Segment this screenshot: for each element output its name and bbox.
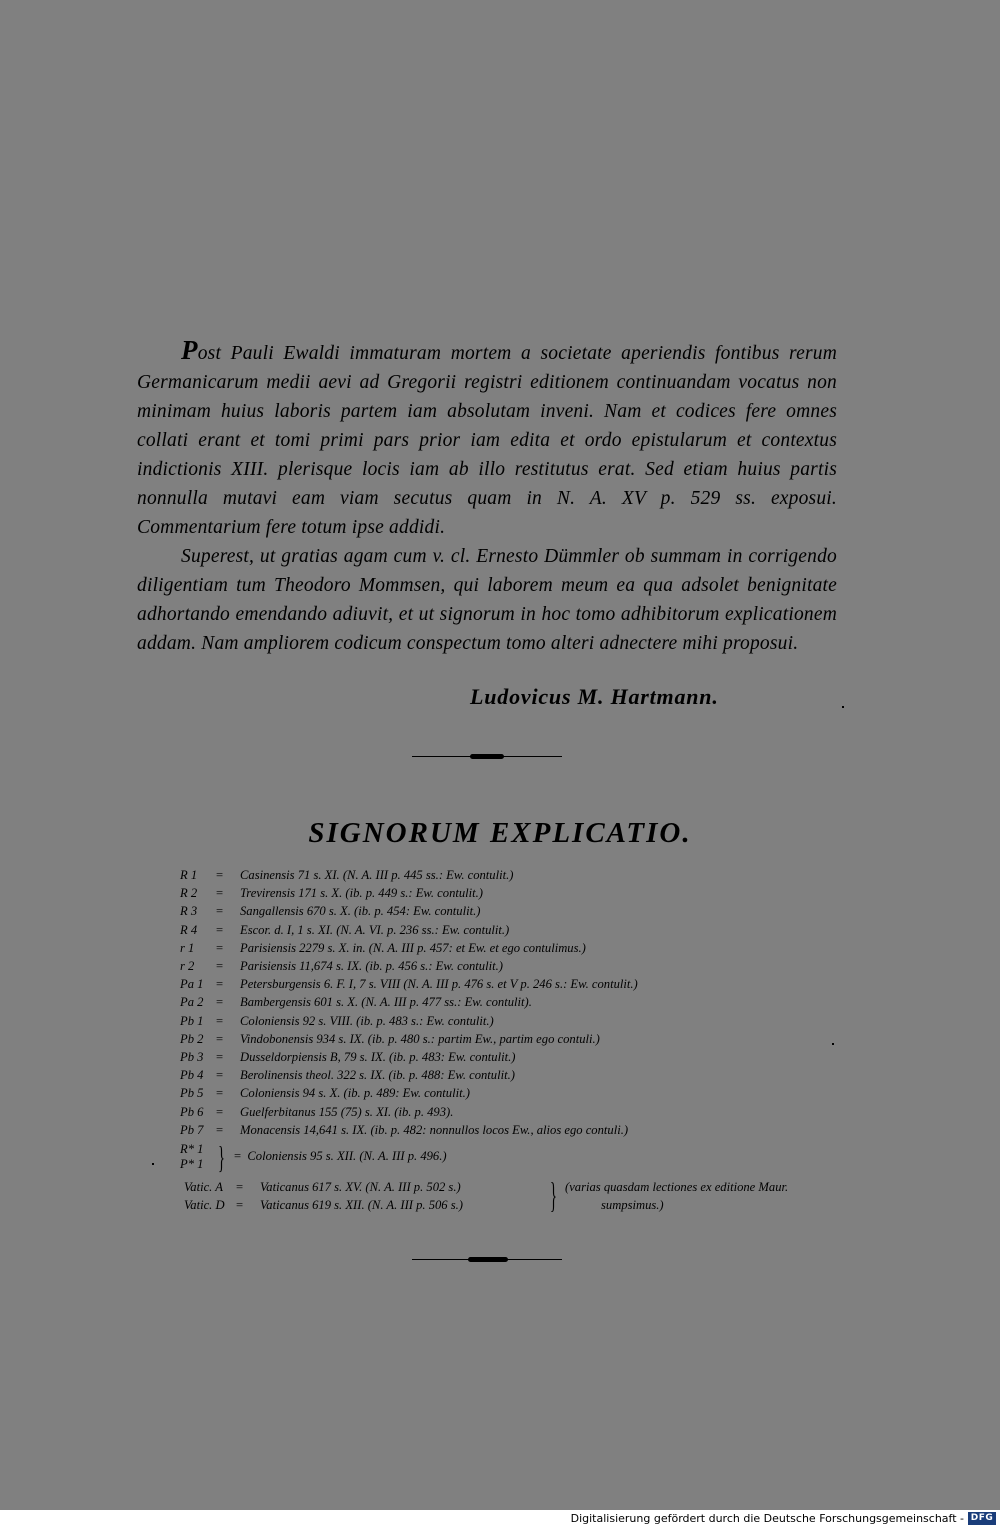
- sign-row: [180, 902, 840, 920]
- sign-equals: =: [216, 1013, 224, 1028]
- sign-description: Vaticanus 619 s. XII. (N. A. III p. 506 s.): [260, 1198, 463, 1213]
- section-title: SIGNORUM EXPLICATIO.: [308, 817, 692, 849]
- ornament-divider-top: [412, 754, 562, 760]
- sign-equals: =: [216, 1031, 224, 1046]
- sign-description: Berolinensis theol. 322 s. IX. (ib. p. 488: Ew. contulit.): [240, 1068, 515, 1083]
- sign-equals: =: [216, 1104, 224, 1119]
- sign-code: Vatic. A: [184, 1180, 223, 1195]
- sign-equals: =: [216, 940, 224, 955]
- sign-code: Pb 6: [180, 1104, 204, 1119]
- sign-row: [180, 884, 840, 902]
- sign-code: R 1: [180, 868, 198, 882]
- vatican-row: [184, 1196, 463, 1214]
- sign-description-text: Coloniensis 95 s. XII. (N. A. III p. 496.): [247, 1149, 447, 1164]
- vatican-note-line-2: sumpsimus.): [601, 1198, 664, 1213]
- sign-row: [180, 1084, 840, 1102]
- sign-equals: =: [216, 995, 224, 1010]
- sign-row: [180, 1030, 840, 1048]
- speck: [152, 1163, 154, 1165]
- sign-row: [180, 1048, 840, 1066]
- sign-description: Monacensis 14,641 s. IX. (ib. p. 482: nonnullos locos Ew., alios ego contuli.): [240, 1122, 629, 1137]
- vatican-note: [565, 1178, 845, 1214]
- sign-equals: =: [216, 886, 224, 901]
- sign-description: Petersburgensis 6. F. I, 7 s. VIII (N. A. III p. 476 s. et V p. 246 s.: Ew. contulit.): [240, 977, 638, 992]
- sign-equals: =: [216, 868, 224, 882]
- sign-row: [180, 975, 840, 993]
- sign-description: Bambergensis 601 s. X. (N. A. III p. 477 ss.: Ew. contulit).: [240, 995, 532, 1010]
- sign-code: Pb 2: [180, 1031, 204, 1046]
- sign-equals: =: [216, 1050, 224, 1065]
- footer-bar: [0, 1510, 1000, 1528]
- sign-description: Guelferbitanus 155 (75) s. XI. (ib. p. 493).: [240, 1104, 454, 1119]
- ornament-knot: [468, 1257, 508, 1262]
- speck: [832, 1043, 834, 1045]
- brace-glyph: }: [218, 1139, 225, 1176]
- sign-code: R 2: [180, 886, 198, 901]
- sign-description: Parisiensis 2279 s. X. in. (N. A. III p. 457: et Ew. et ego contulimus.): [240, 940, 586, 955]
- sign-code: r 1: [180, 940, 195, 955]
- signs-rows: [180, 866, 840, 1139]
- preface-text: [137, 336, 837, 658]
- vatican-entries: [180, 1175, 840, 1218]
- sign-code: R 4: [180, 922, 198, 937]
- sign-code: Pa 2: [180, 995, 204, 1010]
- sign-code: Pa 1: [180, 977, 204, 992]
- sign-code: Pb 7: [180, 1122, 204, 1137]
- sign-row: [180, 993, 840, 1011]
- sign-description: Dusseldorpiensis B, 79 s. IX. (ib. p. 483: Ew. contulit.): [240, 1050, 516, 1065]
- sign-description: [234, 1147, 447, 1165]
- preface-paragraph-1: [137, 336, 837, 542]
- sign-code: Pb 5: [180, 1086, 204, 1101]
- brace-glyph: }: [550, 1175, 557, 1216]
- drop-cap-initial: P: [181, 335, 198, 365]
- sign-equals: =: [216, 904, 224, 919]
- sign-equals: =: [234, 1149, 242, 1164]
- sign-code: Vatic. D: [184, 1198, 225, 1213]
- sign-code: P* 1: [180, 1157, 204, 1172]
- sign-row: [180, 1103, 840, 1121]
- signs-list: [180, 866, 840, 1218]
- vatican-row: [184, 1178, 461, 1196]
- sign-description: Sangallensis 670 s. X. (ib. p. 454: Ew. contulit.): [240, 904, 481, 919]
- sign-description: Parisiensis 11,674 s. IX. (ib. p. 456 s.: Ew. contulit.): [240, 959, 503, 974]
- sign-row: [180, 957, 840, 975]
- sign-row: [180, 939, 840, 957]
- sign-description: Coloniensis 92 s. VIII. (ib. p. 483 s.: Ew. contulit.): [240, 1013, 494, 1028]
- sign-equals: =: [236, 1180, 244, 1195]
- sign-code: Pb 1: [180, 1013, 204, 1028]
- sign-code: Pb 4: [180, 1068, 204, 1083]
- sign-row: [180, 1066, 840, 1084]
- dfg-logo: DFG: [968, 1512, 996, 1525]
- sign-equals: =: [236, 1198, 244, 1213]
- sign-equals: =: [216, 1086, 224, 1101]
- speck: [842, 706, 844, 708]
- ornament-divider-bottom: [412, 1257, 562, 1263]
- sign-equals: =: [216, 1122, 224, 1137]
- sign-description: Vindobonensis 934 s. IX. (ib. p. 480 s.: partim Ew., partim ego contuli.): [240, 1031, 600, 1046]
- sign-equals: =: [216, 1068, 224, 1083]
- sign-description: Coloniensis 94 s. X. (ib. p. 489: Ew. contulit.): [240, 1086, 470, 1101]
- sign-description: Casinensis 71 s. XI. (N. A. III p. 445 ss.: Ew. contulit.): [240, 868, 514, 882]
- sign-equals: =: [216, 977, 224, 992]
- sign-equals: =: [216, 922, 224, 937]
- preface-paragraph-2: Superest, ut gratias agam cum v. cl. Ernesto Dümmler ob summam in corrigendo diligentiam tum Theodoro Mommsen, qui laborem meum ea qua adsolet benignitate adhortando emendando adiuvit, et ut signorum in hoc tomo adhibitorum explicationem addam. Nam ampliorem codicum conspectum tomo alteri adnectere mihi proposui.: [137, 546, 837, 654]
- brace-group-entry: [180, 1140, 840, 1176]
- sign-code: R 3: [180, 904, 198, 919]
- author-signature: Ludovicus M. Hartmann.: [470, 684, 719, 709]
- sign-equals: =: [216, 959, 224, 974]
- sign-code: r 2: [180, 959, 195, 974]
- sign-row: [180, 921, 840, 939]
- preface-paragraph-1-text: ost Pauli Ewaldi immaturam mortem a societate aperiendis fontibus rerum Germanicarum medii aevi ad Gregorii registri editionem continuandam vocatus non minimam huius laboris partem iam absolutam inveni. Nam et codices fere omnes collati erant et tomi primi pars prior iam edita et ordo epistularum et contextus indictionis XIII. plerisque locis iam ab illo restitutus erat. Sed etiam huius partis nonnulla mutavi eam viam secutus quam in N. A. XV p. 529 ss. exposui. Commentarium fere totum ipse addidi.: [137, 343, 837, 538]
- sign-description: Vaticanus 617 s. XV. (N. A. III p. 502 s.): [260, 1180, 461, 1195]
- sign-row: [180, 1121, 840, 1139]
- sign-description: Trevirensis 171 s. X. (ib. p. 449 s.: Ew. contulit.): [240, 886, 484, 901]
- vatican-note-line-1: (varias quasdam lectiones ex editione Maur.: [565, 1180, 789, 1195]
- sign-code: R* 1: [180, 1142, 204, 1157]
- sign-row: [180, 866, 840, 884]
- sign-row: [180, 1012, 840, 1030]
- ornament-knot: [470, 754, 504, 759]
- sign-code: Pb 3: [180, 1050, 204, 1065]
- footer-credit: Digitalisierung gefördert durch die Deutsche Forschungsgemeinschaft -: [570, 1512, 964, 1525]
- sign-description: Escor. d. I, 1 s. XI. (N. A. VI. p. 236 ss.: Ew. contulit.): [240, 922, 510, 937]
